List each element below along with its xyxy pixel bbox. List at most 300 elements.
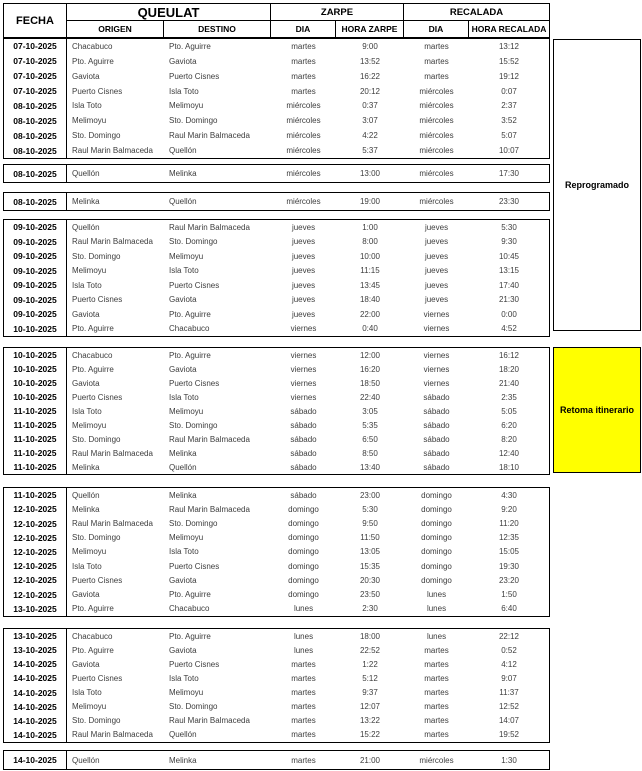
table-row — [4, 531, 549, 545]
hora-recalada-cell: 4:52 — [501, 324, 517, 334]
hora-zarpe-cell: 11:50 — [360, 533, 380, 543]
destino-cell: Melimoyu — [169, 101, 204, 111]
hora-recalada-cell: 9:07 — [501, 673, 517, 683]
fecha-cell: 09-10-2025 — [4, 220, 67, 235]
fecha-cell: 07-10-2025 — [4, 54, 67, 69]
hora-zarpe-cell: 9:50 — [362, 519, 378, 529]
table-row — [4, 404, 549, 418]
table-row — [4, 432, 549, 446]
recalada-dia-cell: domingo — [421, 504, 452, 514]
table-row — [4, 643, 549, 657]
origen-cell: Gaviota — [72, 659, 100, 669]
hora-zarpe-cell: 21:00 — [359, 755, 381, 765]
zarpe-dia-cell: lunes — [293, 645, 314, 655]
hora-zarpe-cell: 20:12 — [359, 86, 381, 96]
table-row — [4, 629, 549, 643]
hora-recalada-cell: 17:40 — [498, 280, 520, 290]
table-row — [4, 193, 549, 210]
fecha-cell: 12-10-2025 — [4, 502, 67, 516]
recalada-dia-cell: domingo — [421, 547, 452, 557]
hora-zarpe-cell: 16:20 — [359, 364, 381, 374]
recalada-dia-cell: lunes — [426, 590, 447, 600]
zarpe-dia-cell: jueves — [291, 266, 316, 276]
zarpe-dia-cell: jueves — [291, 295, 316, 305]
hora-recalada-cell: 19:30 — [498, 561, 520, 571]
table-row — [4, 516, 549, 530]
recalada-dia-cell: lunes — [426, 631, 447, 641]
zarpe-dia-cell: domingo — [288, 561, 319, 571]
table-row — [4, 728, 549, 742]
recalada-dia-cell: viernes — [423, 364, 450, 374]
destino-cell: Gaviota — [169, 575, 197, 585]
header-origen: ORIGEN — [67, 21, 164, 37]
recalada-dia-cell: sábado — [423, 420, 450, 430]
zarpe-dia-cell: martes — [291, 755, 316, 765]
zarpe-dia-cell: jueves — [291, 222, 316, 232]
origen-cell: Isla Toto — [72, 561, 102, 571]
hora-recalada-cell: 2:37 — [501, 101, 517, 111]
zarpe-dia-cell: sábado — [290, 462, 317, 472]
destino-cell: Sto. Domingo — [169, 519, 218, 529]
hora-zarpe-cell: 8:00 — [362, 237, 378, 247]
origen-cell: Melinka — [72, 197, 100, 206]
zarpe-dia-cell: viernes — [290, 364, 317, 374]
hora-zarpe-cell: 6:50 — [362, 434, 378, 444]
fecha-cell: 09-10-2025 — [4, 264, 67, 279]
schedule-block — [3, 628, 550, 743]
hora-recalada-cell: 5:30 — [501, 222, 517, 232]
hora-recalada-cell: 6:20 — [501, 420, 517, 430]
fecha-cell: 14-10-2025 — [4, 728, 67, 742]
origen-cell: Raul Marin Balmaceda — [72, 237, 153, 247]
fecha-cell: 09-10-2025 — [4, 307, 67, 322]
destino-cell: Puerto Cisnes — [169, 561, 220, 571]
hora-zarpe-cell: 13:40 — [359, 462, 381, 472]
hora-recalada-cell: 9:20 — [501, 504, 517, 514]
hora-recalada-cell: 9:30 — [501, 237, 517, 247]
destino-cell: Puerto Cisnes — [169, 71, 220, 81]
hora-recalada-cell: 15:52 — [498, 56, 520, 66]
fecha-cell: 10-10-2025 — [4, 362, 67, 376]
header-recalada-dia: DIA — [404, 21, 469, 37]
table-row — [4, 671, 549, 685]
origen-cell: Pto. Aguirre — [72, 604, 114, 614]
hora-recalada-cell: 4:12 — [501, 659, 517, 669]
fecha-cell: 12-10-2025 — [4, 516, 67, 530]
hora-zarpe-cell: 0:37 — [362, 101, 378, 111]
destino-cell: Quellón — [169, 730, 197, 740]
table-row — [4, 348, 549, 362]
fecha-cell: 08-10-2025 — [4, 193, 67, 210]
destino-cell: Melimoyu — [169, 251, 204, 261]
table-row — [4, 488, 549, 502]
zarpe-dia-cell: sábado — [290, 406, 317, 416]
hora-zarpe-cell: 18:50 — [359, 378, 381, 388]
zarpe-dia-cell: martes — [291, 688, 316, 698]
recalada-dia-cell: miércoles — [419, 197, 454, 206]
origen-cell: Puerto Cisnes — [72, 673, 123, 683]
schedule-header — [3, 3, 550, 38]
recalada-dia-cell: martes — [424, 730, 449, 740]
origen-cell: Sto. Domingo — [72, 434, 121, 444]
table-row — [4, 264, 549, 279]
table-row — [4, 235, 549, 250]
origen-cell: Sto. Domingo — [72, 251, 121, 261]
fecha-cell: 09-10-2025 — [4, 278, 67, 293]
origen-cell: Isla Toto — [72, 280, 102, 290]
schedule-block — [3, 219, 550, 337]
zarpe-dia-cell: martes — [291, 673, 316, 683]
zarpe-dia-cell: domingo — [288, 575, 319, 585]
hora-recalada-cell: 19:52 — [498, 730, 520, 740]
zarpe-dia-cell: domingo — [288, 519, 319, 529]
zarpe-dia-cell: jueves — [291, 280, 316, 290]
zarpe-dia-cell: martes — [291, 659, 316, 669]
origen-cell: Puerto Cisnes — [72, 392, 123, 402]
fecha-cell: 11-10-2025 — [4, 460, 67, 474]
fecha-cell: 12-10-2025 — [4, 531, 67, 545]
origen-cell: Raul Marin Balmaceda — [72, 519, 153, 529]
zarpe-dia-cell: sábado — [290, 434, 317, 444]
zarpe-dia-cell: jueves — [291, 237, 316, 247]
hora-zarpe-cell: 13:45 — [359, 280, 381, 290]
table-row — [4, 602, 549, 616]
zarpe-dia-cell: miércoles — [286, 101, 321, 111]
table-row — [4, 362, 549, 376]
recalada-dia-cell: jueves — [424, 280, 449, 290]
recalada-dia-cell: lunes — [426, 604, 447, 614]
hora-zarpe-cell: 15:35 — [359, 561, 381, 571]
recalada-dia-cell: jueves — [424, 222, 449, 232]
zarpe-dia-cell: domingo — [288, 533, 319, 543]
fecha-cell: 07-10-2025 — [4, 39, 67, 54]
destino-cell: Isla Toto — [169, 547, 199, 557]
hora-recalada-cell: 21:30 — [498, 295, 520, 305]
recalada-dia-cell: miércoles — [419, 131, 454, 141]
zarpe-dia-cell: sábado — [290, 420, 317, 430]
destino-cell: Isla Toto — [169, 86, 199, 96]
fecha-cell: 14-10-2025 — [4, 751, 67, 769]
fecha-cell: 08-10-2025 — [4, 143, 67, 158]
destino-cell: Chacabuco — [169, 604, 210, 614]
hora-zarpe-cell: 4:22 — [362, 131, 378, 141]
recalada-dia-cell: martes — [424, 673, 449, 683]
recalada-dia-cell: domingo — [421, 533, 452, 543]
hora-recalada-cell: 5:05 — [501, 406, 517, 416]
recalada-dia-cell: domingo — [421, 490, 452, 500]
table-row — [4, 165, 549, 182]
hora-recalada-cell: 3:52 — [501, 116, 517, 126]
table-row — [4, 418, 549, 432]
recalada-dia-cell: viernes — [423, 324, 450, 334]
recalada-dia-cell: jueves — [424, 251, 449, 261]
fecha-cell: 08-10-2025 — [4, 113, 67, 128]
table-row — [4, 307, 549, 322]
recalada-dia-cell: sábado — [423, 448, 450, 458]
header-vessel-name: QUEULAT — [67, 4, 271, 21]
hora-zarpe-cell: 5:30 — [362, 504, 378, 514]
fecha-cell: 10-10-2025 — [4, 348, 67, 362]
table-row — [4, 588, 549, 602]
destino-cell: Melimoyu — [169, 688, 204, 698]
destino-cell: Sto. Domingo — [169, 702, 218, 712]
hora-recalada-cell: 12:35 — [498, 533, 520, 543]
origen-cell: Gaviota — [72, 378, 100, 388]
origen-cell: Quellón — [72, 169, 100, 178]
header-destino: DESTINO — [164, 21, 271, 37]
destino-cell: Raul Marin Balmaceda — [169, 131, 250, 141]
fecha-cell: 10-10-2025 — [4, 376, 67, 390]
destino-cell: Chacabuco — [169, 324, 210, 334]
hora-zarpe-cell: 1:22 — [362, 659, 378, 669]
origen-cell: Isla Toto — [72, 101, 102, 111]
destino-cell: Puerto Cisnes — [169, 280, 220, 290]
table-row — [4, 99, 549, 114]
recalada-dia-cell: sábado — [423, 462, 450, 472]
recalada-dia-cell: miércoles — [419, 169, 454, 178]
zarpe-dia-cell: martes — [291, 41, 316, 51]
origen-cell: Gaviota — [72, 71, 100, 81]
schedule-block — [3, 487, 550, 617]
origen-cell: Quellón — [72, 222, 100, 232]
hora-recalada-cell: 14:07 — [498, 716, 520, 726]
hora-zarpe-cell: 9:37 — [362, 688, 378, 698]
origen-cell: Melimoyu — [72, 420, 107, 430]
destino-cell: Melimoyu — [169, 406, 204, 416]
table-row — [4, 322, 549, 337]
recalada-dia-cell: domingo — [421, 519, 452, 529]
destino-cell: Raul Marin Balmaceda — [169, 434, 250, 444]
hora-zarpe-cell: 5:35 — [362, 420, 378, 430]
destino-cell: Pto. Aguirre — [169, 41, 211, 51]
header-zarpe-dia: DIA — [271, 21, 336, 37]
hora-zarpe-cell: 10:00 — [359, 251, 381, 261]
fecha-cell: 14-10-2025 — [4, 657, 67, 671]
fecha-cell: 11-10-2025 — [4, 446, 67, 460]
table-row — [4, 559, 549, 573]
hora-zarpe-cell: 13:52 — [359, 56, 381, 66]
destino-cell: Pto. Aguirre — [169, 631, 211, 641]
table-row — [4, 460, 549, 474]
hora-zarpe-cell: 12:00 — [359, 350, 381, 360]
zarpe-dia-cell: martes — [291, 730, 316, 740]
hora-zarpe-cell: 19:00 — [359, 197, 381, 206]
destino-cell: Isla Toto — [169, 266, 199, 276]
destino-cell: Puerto Cisnes — [169, 378, 220, 388]
fecha-cell: 07-10-2025 — [4, 84, 67, 99]
destino-cell: Sto. Domingo — [169, 237, 218, 247]
zarpe-dia-cell: domingo — [288, 590, 319, 600]
fecha-cell: 14-10-2025 — [4, 686, 67, 700]
table-row — [4, 249, 549, 264]
destino-cell: Puerto Cisnes — [169, 659, 220, 669]
hora-recalada-cell: 11:37 — [499, 688, 519, 698]
hora-recalada-cell: 11:20 — [499, 519, 519, 529]
fecha-cell: 14-10-2025 — [4, 714, 67, 728]
hora-zarpe-cell: 18:40 — [359, 295, 381, 305]
zarpe-dia-cell: martes — [291, 86, 316, 96]
zarpe-dia-cell: lunes — [293, 631, 314, 641]
recalada-dia-cell: martes — [424, 716, 449, 726]
destino-cell: Raul Marin Balmaceda — [169, 222, 250, 232]
destino-cell: Isla Toto — [169, 673, 199, 683]
recalada-dia-cell: martes — [424, 645, 449, 655]
hora-zarpe-cell: 16:22 — [359, 71, 381, 81]
hora-recalada-cell: 2:35 — [501, 392, 517, 402]
destino-cell: Gaviota — [169, 364, 197, 374]
header-zarpe-group: ZARPE — [271, 4, 404, 21]
schedule-block — [3, 192, 550, 211]
hora-recalada-cell: 1:50 — [501, 590, 517, 600]
recalada-dia-cell: miércoles — [419, 146, 454, 156]
fecha-cell: 11-10-2025 — [4, 404, 67, 418]
hora-zarpe-cell: 22:52 — [359, 645, 381, 655]
destino-cell: Pto. Aguirre — [169, 350, 211, 360]
table-row — [4, 573, 549, 587]
destino-cell: Pto. Aguirre — [169, 590, 211, 600]
recalada-dia-cell: miércoles — [419, 755, 454, 765]
recalada-dia-cell: martes — [424, 56, 449, 66]
hora-zarpe-cell: 3:05 — [362, 406, 378, 416]
destino-cell: Raul Marin Balmaceda — [169, 716, 250, 726]
zarpe-dia-cell: sábado — [290, 448, 317, 458]
hora-recalada-cell: 1:30 — [501, 755, 517, 765]
zarpe-dia-cell: miércoles — [286, 131, 321, 141]
hora-zarpe-cell: 0:40 — [362, 324, 378, 334]
table-row — [4, 714, 549, 728]
hora-recalada-cell: 15:05 — [498, 547, 520, 557]
recalada-dia-cell: martes — [424, 702, 449, 712]
hora-zarpe-cell: 22:40 — [359, 392, 381, 402]
origen-cell: Melimoyu — [72, 702, 107, 712]
table-row — [4, 446, 549, 460]
origen-cell: Pto. Aguirre — [72, 56, 114, 66]
hora-zarpe-cell: 8:50 — [362, 448, 378, 458]
recalada-dia-cell: miércoles — [419, 101, 454, 111]
fecha-cell: 10-10-2025 — [4, 390, 67, 404]
destino-cell: Isla Toto — [169, 392, 199, 402]
origen-cell: Melimoyu — [72, 116, 107, 126]
zarpe-dia-cell: miércoles — [286, 197, 321, 206]
fecha-cell: 12-10-2025 — [4, 545, 67, 559]
hora-zarpe-cell: 18:00 — [359, 631, 381, 641]
origen-cell: Chacabuco — [72, 631, 113, 641]
hora-zarpe-cell: 5:37 — [362, 146, 378, 156]
destino-cell: Melimoyu — [169, 533, 204, 543]
recalada-dia-cell: sábado — [423, 434, 450, 444]
recalada-dia-cell: jueves — [424, 266, 449, 276]
origen-cell: Raul Marin Balmaceda — [72, 730, 153, 740]
hora-zarpe-cell: 9:00 — [362, 41, 378, 51]
origen-cell: Raul Marin Balmaceda — [72, 448, 153, 458]
destino-cell: Gaviota — [169, 645, 197, 655]
reprogramado-note: Reprogramado — [553, 39, 641, 331]
destino-cell: Melinka — [169, 490, 197, 500]
fecha-cell: 13-10-2025 — [4, 643, 67, 657]
table-row — [4, 293, 549, 308]
recalada-dia-cell: jueves — [424, 295, 449, 305]
fecha-cell: 12-10-2025 — [4, 588, 67, 602]
destino-cell: Raul Marin Balmaceda — [169, 504, 250, 514]
table-row — [4, 128, 549, 143]
hora-zarpe-cell: 3:07 — [362, 116, 378, 126]
destino-cell: Pto. Aguirre — [169, 309, 211, 319]
hora-zarpe-cell: 13:00 — [359, 169, 381, 178]
table-row — [4, 545, 549, 559]
recalada-dia-cell: sábado — [423, 392, 450, 402]
table-row — [4, 143, 549, 158]
table-row — [4, 69, 549, 84]
fecha-cell: 11-10-2025 — [4, 418, 67, 432]
origen-cell: Sto. Domingo — [72, 131, 121, 141]
origen-cell: Gaviota — [72, 309, 100, 319]
hora-zarpe-cell: 2:30 — [362, 604, 378, 614]
recalada-dia-cell: martes — [424, 659, 449, 669]
hora-recalada-cell: 6:40 — [501, 604, 517, 614]
header-hora-recalada: HORA RECALADA — [471, 24, 547, 34]
recalada-dia-cell: jueves — [424, 237, 449, 247]
fecha-cell: 12-10-2025 — [4, 573, 67, 587]
zarpe-dia-cell: lunes — [293, 604, 314, 614]
hora-recalada-cell: 23:30 — [498, 197, 520, 206]
zarpe-dia-cell: martes — [291, 702, 316, 712]
hora-recalada-cell: 13:15 — [498, 266, 520, 276]
origen-cell: Quellón — [72, 490, 100, 500]
hora-recalada-cell: 18:20 — [498, 364, 520, 374]
origen-cell: Puerto Cisnes — [72, 575, 123, 585]
fecha-cell: 14-10-2025 — [4, 700, 67, 714]
zarpe-dia-cell: domingo — [288, 547, 319, 557]
table-row — [4, 686, 549, 700]
destino-cell: Melinka — [169, 755, 197, 765]
fecha-cell: 14-10-2025 — [4, 671, 67, 685]
hora-recalada-cell: 23:20 — [498, 575, 520, 585]
fecha-cell: 09-10-2025 — [4, 249, 67, 264]
fecha-cell: 08-10-2025 — [4, 99, 67, 114]
zarpe-dia-cell: viernes — [290, 350, 317, 360]
hora-recalada-cell: 13:12 — [498, 41, 520, 51]
recalada-dia-cell: viernes — [423, 378, 450, 388]
origen-cell: Isla Toto — [72, 406, 102, 416]
hora-zarpe-cell: 20:30 — [359, 575, 381, 585]
destino-cell: Quellón — [169, 197, 197, 206]
hora-recalada-cell: 10:07 — [498, 146, 520, 156]
zarpe-dia-cell: martes — [291, 71, 316, 81]
recalada-dia-cell: viernes — [423, 309, 450, 319]
fecha-cell: 08-10-2025 — [4, 128, 67, 143]
fecha-cell: 09-10-2025 — [4, 293, 67, 308]
hora-zarpe-cell: 23:50 — [359, 590, 381, 600]
schedule-block — [3, 347, 550, 475]
retoma-itinerario-note: Retoma itinerario — [553, 347, 641, 473]
zarpe-dia-cell: martes — [291, 56, 316, 66]
origen-cell: Sto. Domingo — [72, 716, 121, 726]
hora-recalada-cell: 22:12 — [498, 631, 520, 641]
recalada-dia-cell: miércoles — [419, 86, 454, 96]
fecha-cell: 10-10-2025 — [4, 322, 67, 337]
hora-zarpe-cell: 13:22 — [359, 716, 381, 726]
table-row — [4, 502, 549, 516]
destino-cell: Gaviota — [169, 56, 197, 66]
hora-recalada-cell: 10:45 — [498, 251, 520, 261]
schedule-block — [3, 38, 550, 159]
origen-cell: Puerto Cisnes — [72, 86, 123, 96]
fecha-cell: 07-10-2025 — [4, 69, 67, 84]
zarpe-dia-cell: miércoles — [286, 146, 321, 156]
hora-zarpe-cell: 13:05 — [359, 547, 381, 557]
origen-cell: Pto. Aguirre — [72, 364, 114, 374]
hora-recalada-cell: 0:52 — [501, 645, 517, 655]
